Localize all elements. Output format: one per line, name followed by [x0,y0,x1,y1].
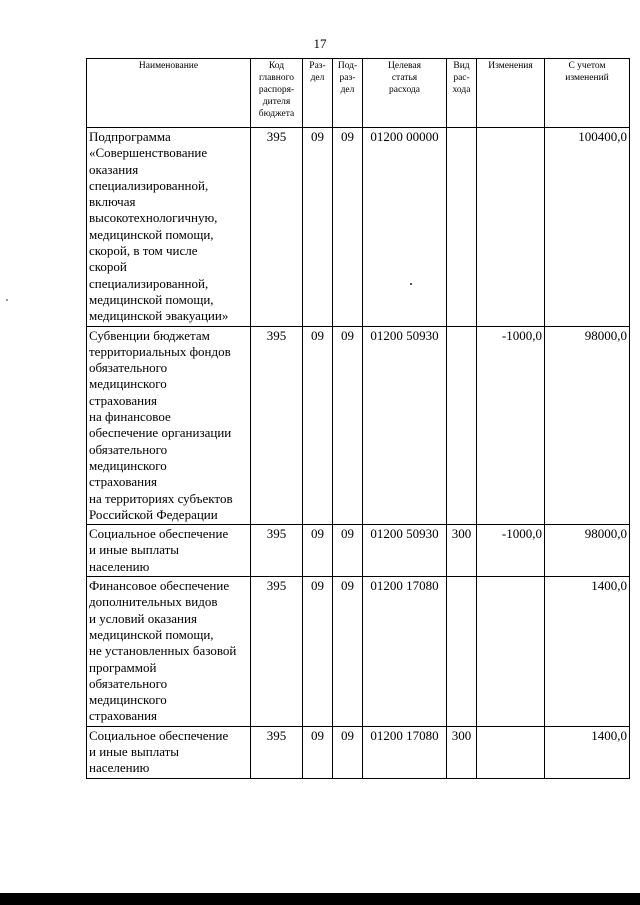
row-name: Социальное обеспечение и иные выплаты населению [87,525,251,577]
row-target: 01200 17080 [363,577,447,727]
row-name: Социальное обеспечение и иные выплаты населению [87,726,251,778]
row-total: 1400,0 [545,726,630,778]
row-code: 395 [251,726,303,778]
scan-speck [6,299,8,301]
row-subsection: 09 [333,525,363,577]
table-header-row [87,59,630,128]
row-changes: -1000,0 [477,525,545,577]
table-row [87,326,630,525]
row-subsection: 09 [333,326,363,525]
header-kind: Вид рас- хода [447,59,477,128]
scan-speck [410,283,412,285]
header-section: Раз- дел [303,59,333,128]
table-row [87,128,630,327]
header-changes: Изменения [477,59,545,128]
header-name: Наименование [87,59,251,128]
row-target: 01200 50930 [363,326,447,525]
row-changes: -1000,0 [477,326,545,525]
row-subsection: 09 [333,726,363,778]
row-target: 01200 50930 [363,525,447,577]
row-name: Финансовое обеспечение дополнительных видов и условий оказания медицинской помощи, не установленных базовой программой обязательного медицинского страхования [87,577,251,727]
row-section: 09 [303,577,333,727]
row-kind [447,577,477,727]
row-subsection: 09 [333,577,363,727]
row-target: 01200 00000 [363,128,447,327]
header-total: С учетом изменений [545,59,630,128]
table-row [87,726,630,778]
row-total: 100400,0 [545,128,630,327]
row-section: 09 [303,128,333,327]
row-total: 98000,0 [545,326,630,525]
row-code: 395 [251,525,303,577]
header-subsection: Под- раз- дел [333,59,363,128]
table-row [87,577,630,727]
row-name: Подпрограмма «Совершенствование оказания специализированной, включая высокотехнологичную, медицинской помощи, скорой, в том числе скорой специализированной, медицинской помощи, медицинской эвакуации» [87,128,251,327]
row-total: 98000,0 [545,525,630,577]
row-section: 09 [303,326,333,525]
row-changes [477,726,545,778]
row-target: 01200 17080 [363,726,447,778]
header-code: Код главного распоря- дителя бюджета [251,59,303,128]
row-kind [447,326,477,525]
header-target: Целевая статья расхода [363,59,447,128]
row-name: Субвенции бюджетам территориальных фондов обязательного медицинского страхования на финансовое обеспечение организации обязательного медицинского страхования на территориях субъектов Российской Федерации [87,326,251,525]
row-section: 09 [303,726,333,778]
row-code: 395 [251,128,303,327]
row-code: 395 [251,326,303,525]
scan-bottom-border [0,893,640,905]
row-kind: 300 [447,726,477,778]
row-kind: 300 [447,525,477,577]
page-number: 17 [313,36,327,51]
budget-table [86,58,630,779]
table-row [87,525,630,577]
row-section: 09 [303,525,333,577]
row-changes [477,128,545,327]
row-kind [447,128,477,327]
row-subsection: 09 [333,128,363,327]
row-code: 395 [251,577,303,727]
row-changes [477,577,545,727]
row-total: 1400,0 [545,577,630,727]
